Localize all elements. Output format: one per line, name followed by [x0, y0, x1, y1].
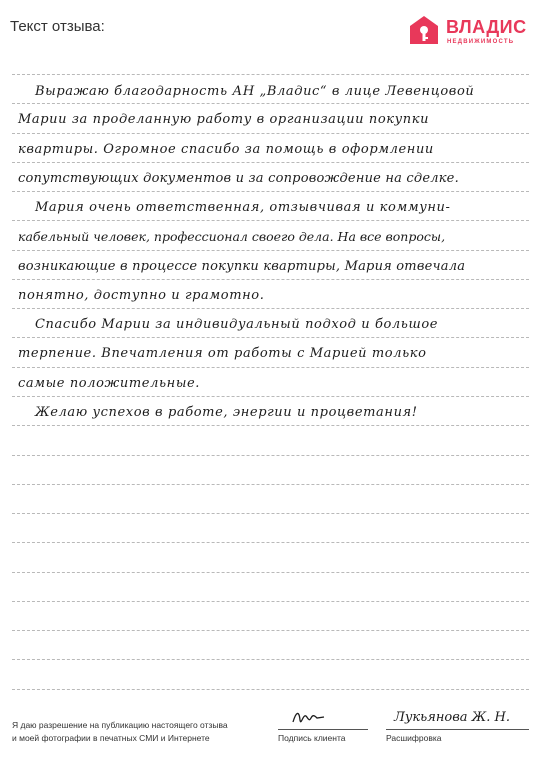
review-line: возникающие в процессе покупки квартиры, Мария отвечала	[18, 259, 466, 274]
review-line: Мария очень ответственная, отзывчивая и коммуни-	[35, 200, 451, 215]
decoding-line	[386, 729, 529, 730]
review-line: сопутствующих документов и за сопровождение на сделке.	[18, 171, 459, 186]
review-line: Спасибо Марии за индивидуальный подход и большое	[35, 317, 439, 332]
review-line: Марии за проделанную работу в организации покупки	[18, 112, 430, 127]
review-line: Выражаю благодарность АН „Владис“ в лице Левенцовой	[35, 84, 475, 99]
signature-line	[278, 729, 368, 730]
logo-name: ВЛАДИС	[446, 17, 527, 37]
review-line: понятно, доступно и грамотно.	[18, 288, 265, 303]
review-line: Желаю успехов в работе, энергии и процветания!	[35, 405, 418, 420]
review-line: терпение. Впечатления от работы с Марией только	[18, 346, 427, 361]
review-line: квартиры. Огромное спасибо за помощь в оформлении	[18, 142, 434, 157]
consent-text	[12, 719, 228, 745]
decoding-value: Лукьянова Ж. Н.	[394, 710, 511, 725]
consent-line: и моей фотографии в печатных СМИ и Интернете	[12, 733, 210, 743]
review-line: кабельный человек, профессионал своего дела. На все вопросы,	[18, 229, 446, 244]
decoding-label: Расшифровка	[386, 733, 442, 743]
client-signature	[290, 706, 340, 728]
page-title: Текст отзыва:	[10, 18, 105, 35]
logo-subtitle: НЕДВИЖИМОСТЬ	[447, 39, 515, 45]
review-line: самые положительные.	[18, 376, 201, 391]
signature-label: Подпись клиента	[278, 733, 346, 743]
consent-line: Я даю разрешение на публикацию настоящего отзыва	[12, 720, 228, 730]
